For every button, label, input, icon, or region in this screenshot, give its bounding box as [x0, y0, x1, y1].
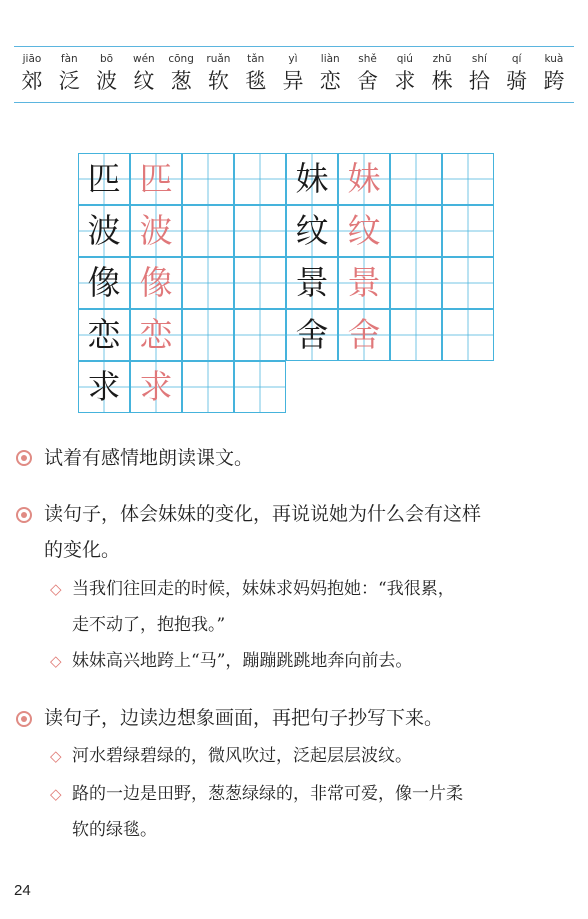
- vocab-item: [426, 52, 458, 98]
- model-char-cell: 妹: [286, 153, 338, 205]
- vocab-pinyin: kuà: [544, 53, 564, 65]
- blank-practice-cell: [442, 205, 494, 257]
- writing-grid: [78, 153, 498, 417]
- vocab-pinyin: shě: [358, 53, 377, 65]
- vocab-item: [352, 52, 384, 98]
- vocab-pinyin: qí: [511, 53, 522, 65]
- blank-practice-cell: [234, 309, 286, 361]
- vocab-bottom-rule: [14, 102, 574, 103]
- exercise-bullet-icon: [16, 507, 32, 523]
- vocab-char: 泛: [58, 69, 80, 93]
- exercise-2-text-line1: 读句子，体会妹妹的变化，再说说她为什么会有这样: [44, 503, 482, 525]
- trace-char-cell: 匹: [130, 153, 182, 205]
- exercise-bullet-icon: [16, 450, 32, 466]
- vocab-item: [128, 52, 160, 98]
- vocab-pinyin: ruǎn: [206, 53, 231, 65]
- vocab-char: 葱: [170, 69, 192, 93]
- blank-practice-cell: [390, 205, 442, 257]
- vocab-item: [314, 52, 346, 98]
- trace-char-cell: 波: [130, 205, 182, 257]
- page-number: 24: [14, 882, 31, 899]
- model-char-cell: 恋: [78, 309, 130, 361]
- vocab-pinyin: wén: [132, 53, 155, 65]
- blank-practice-cell: [234, 361, 286, 413]
- exercise-1-text: 试着有感情地朗读课文。: [44, 447, 254, 469]
- trace-char-cell: 纹: [338, 205, 390, 257]
- blank-practice-cell: [234, 205, 286, 257]
- blank-practice-cell: [182, 205, 234, 257]
- exercise-2-sentence-1-line2: 走不动了，抱抱我。”: [72, 615, 226, 635]
- exercise-bullet-icon: [16, 711, 32, 727]
- blank-practice-cell: [390, 153, 442, 205]
- vocab-pinyin: tǎn: [247, 53, 265, 65]
- vocab-char: 骑: [506, 69, 528, 93]
- vocab-char: 恋: [319, 69, 341, 93]
- vocab-item: [389, 52, 421, 98]
- exercise-2-sentence-2: 妹妹高兴地跨上“马”，蹦蹦跳跳地奔向前去。: [72, 651, 413, 671]
- model-char-cell: 求: [78, 361, 130, 413]
- model-char-cell: 舍: [286, 309, 338, 361]
- vocab-pinyin: zhū: [432, 53, 452, 65]
- vocab-char: 软: [207, 69, 229, 93]
- vocab-item: [538, 52, 570, 98]
- vocab-pinyin: bō: [100, 53, 114, 65]
- diamond-bullet-icon: ◇: [50, 785, 62, 803]
- vocab-char: 毯: [245, 69, 267, 93]
- model-char-cell: 纹: [286, 205, 338, 257]
- blank-practice-cell: [234, 153, 286, 205]
- vocab-pinyin: jiāo: [22, 53, 42, 65]
- exercise-3-sentence-2-line1: 路的一边是田野，葱葱绿绿的，非常可爱，像一片柔: [72, 784, 463, 804]
- blank-practice-cell: [390, 309, 442, 361]
- vocab-char: 舍: [357, 69, 379, 93]
- vocab-item: [16, 52, 48, 98]
- trace-char-cell: 妹: [338, 153, 390, 205]
- vocab-pinyin: shí: [471, 53, 487, 65]
- vocabulary-row: [16, 52, 570, 98]
- model-char-cell: 匹: [78, 153, 130, 205]
- blank-practice-cell: [442, 257, 494, 309]
- vocab-item: [165, 52, 197, 98]
- blank-practice-cell: [182, 153, 234, 205]
- trace-char-cell: 恋: [130, 309, 182, 361]
- vocab-item: [202, 52, 234, 98]
- blank-practice-cell: [182, 309, 234, 361]
- exercise-3-text: 读句子，边读边想象画面，再把句子抄写下来。: [44, 707, 444, 729]
- diamond-bullet-icon: ◇: [50, 652, 62, 670]
- vocab-char: 异: [282, 69, 304, 93]
- vocab-item: [91, 52, 123, 98]
- exercise-3-sentence-2-line2: 软的绿毯。: [72, 820, 157, 840]
- exercise-2-text-line2: 的变化。: [44, 539, 121, 561]
- blank-practice-cell: [182, 361, 234, 413]
- vocab-char: 跨: [543, 69, 565, 93]
- vocab-item: [463, 52, 495, 98]
- blank-practice-cell: [442, 309, 494, 361]
- vocab-pinyin: fàn: [60, 53, 78, 65]
- vocab-char: 株: [431, 69, 453, 93]
- vocab-char: 郊: [21, 69, 43, 93]
- vocab-item: [277, 52, 309, 98]
- vocab-item: [53, 52, 85, 98]
- diamond-bullet-icon: ◇: [50, 747, 62, 765]
- diamond-bullet-icon: ◇: [50, 580, 62, 598]
- vocab-item: [501, 52, 533, 98]
- vocab-char: 拾: [468, 69, 490, 93]
- trace-char-cell: 求: [130, 361, 182, 413]
- blank-practice-cell: [390, 257, 442, 309]
- trace-char-cell: 像: [130, 257, 182, 309]
- vocab-char: 求: [394, 69, 416, 93]
- vocab-item: [240, 52, 272, 98]
- vocab-char: 波: [96, 69, 118, 93]
- trace-char-cell: 舍: [338, 309, 390, 361]
- vocab-top-rule: [14, 46, 574, 47]
- blank-practice-cell: [234, 257, 286, 309]
- exercise-2-sentence-1-line1: 当我们往回走的时候，妹妹求妈妈抱她：“我很累，: [72, 579, 455, 599]
- model-char-cell: 景: [286, 257, 338, 309]
- blank-practice-cell: [182, 257, 234, 309]
- vocab-pinyin: cōng: [168, 53, 194, 65]
- vocab-pinyin: liàn: [320, 53, 340, 65]
- blank-practice-cell: [442, 153, 494, 205]
- vocab-pinyin: yì: [288, 53, 298, 65]
- exercise-3-sentence-1: 河水碧绿碧绿的，微风吹过，泛起层层波纹。: [72, 746, 412, 766]
- vocab-char: 纹: [133, 69, 155, 93]
- model-char-cell: 像: [78, 257, 130, 309]
- model-char-cell: 波: [78, 205, 130, 257]
- trace-char-cell: 景: [338, 257, 390, 309]
- vocab-pinyin: qiú: [396, 53, 413, 65]
